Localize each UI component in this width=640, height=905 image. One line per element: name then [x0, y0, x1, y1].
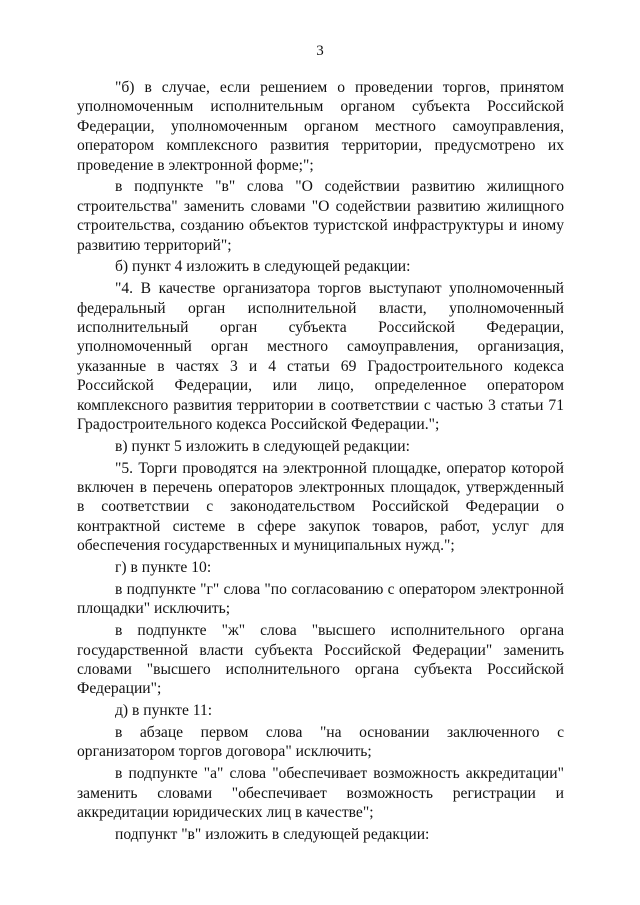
paragraph: "б) в случае, если решением о проведении торгов, принятом уполномоченным исполнительным органом субъекта Российской Федерации, уполномоченным органом местного самоуправления, оператором комплексного развития территории, предусмотрено их проведение в электронной форме;"; — [77, 79, 564, 174]
paragraph: б) пункт 4 изложить в следующей редакции: — [115, 258, 411, 276]
paragraph: д) в пункте 11: — [115, 702, 213, 720]
paragraph: "5. Торги проводятся на электронной площадке, оператор которой включен в перечень операторов электронных площадок, утвержденный в соответствии с законодательством Российской Федерации о контрактной системе в сфере закупок товаров, работ, услуг для обеспечения государственных и муниципальных нужд."; — [77, 459, 564, 555]
page-number: 3 — [316, 43, 324, 59]
paragraph: подпункт "в" изложить в следующей редакции: — [115, 825, 430, 843]
paragraph: "4. В качестве организатора торгов выступают уполномоченный федеральный орган исполнительной власти, уполномоченный исполнительный орган субъекта Российской Федерации, уполномоченный орган местного самоуправления, организация, указанные в частях 3 и 4 статьи 69 Градостроительного кодекса Российской Федерации, или лицо, определенное оператором комплексного развития территории в соответствии с частью 3 статьи 71 Градостроительного кодекса Российской Федерации."; — [77, 280, 564, 434]
paragraph: в подпункте "а" слова "обеспечивает возможность аккредитации" заменить словами "обеспечивает возможность регистрации и аккредитации юридических лиц в качестве"; — [77, 765, 564, 821]
paragraph: в подпункте "г" слова "по согласованию с оператором электронной площадки" исключить; — [77, 580, 564, 618]
paragraph: г) в пункте 10: — [115, 559, 212, 577]
paragraph: в) пункт 5 изложить в следующей редакции: — [115, 437, 410, 455]
paragraph: в подпункте "в" слова "О содействии развитию жилищного строительства" заменить словами "О содействии развитию жилищного строительства, созданию объектов туристской инфраструктуры и иному развитию территорий"; — [77, 178, 564, 254]
paragraph: в подпункте "ж" слова "высшего исполнительного органа государственной власти субъекта Российской Федерации" заменить словами "высшего исполнительного органа субъекта Российской Федерации"; — [77, 622, 564, 698]
document-body — [77, 78, 564, 847]
paragraph: в абзаце первом слова "на основании заключенного с организатором торгов договора" исключить; — [77, 723, 564, 761]
